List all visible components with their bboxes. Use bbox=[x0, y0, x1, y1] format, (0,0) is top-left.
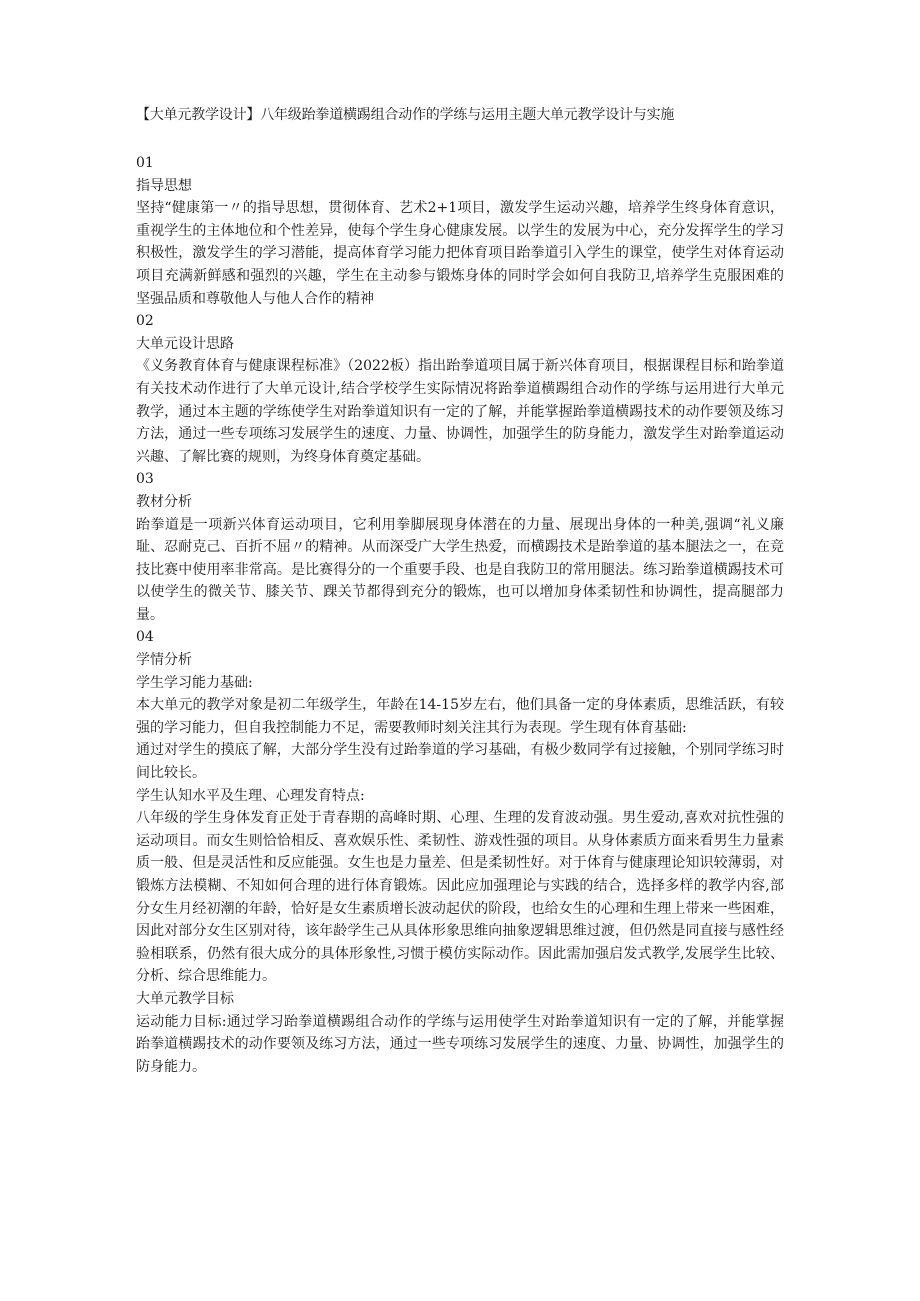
section-guiding-ideology bbox=[136, 152, 784, 310]
paragraph: 通过对学生的摸底了解，大部分学生没有过跆拳道的学习基础，有极少数同学有过接触，个别同学练习时间比较长。 bbox=[136, 742, 784, 782]
section-number: 03 bbox=[136, 471, 154, 488]
section-unit-goals bbox=[136, 988, 784, 1078]
document-page bbox=[136, 104, 784, 1078]
sub-heading: 学生学习能力基础: bbox=[136, 674, 253, 691]
paragraph: 跆拳道是一项新兴体育运动项目，它利用拳脚展现身体潜在的力量、展现出身体的一种美,强调“礼义廉耻、忍耐克己、百折不屈〃的精神。从而深受广大学生热爱，而横踢技术是跆拳道的基本腿法之一，在竞技比赛中使用率非常高。是比赛得分的一个重要手段、也是自我防卫的常用腿法。练习跆拳道横踢技术可以使学生的微关节、膝关节、踝关节都得到充分的锻炼，也可以增加身体柔韧性和协调性，提高腿部力量。 bbox=[136, 516, 784, 623]
paragraph: 运动能力目标:通过学习跆拳道横踢组合动作的学练与运用使学生对跆拳道知识有一定的了解，并能掌握跆拳道横踢技术的动作要领及练习方法，通过一些专项练习发展学生的速度、力量、协调性，加强学生的防身能力。 bbox=[136, 1013, 784, 1075]
paragraph: 坚持“健康第一〃的指导思想，贯彻体育、艺术2+1项目，激发学生运动兴趣，培养学生终身体育意识，重视学生的主体地位和个性差异，使每个学生身心健康发展。以学生的发展为中心，充分发挥学生的学习积极性，激发学生的学习潜能，提高体育学习能力把体育项目跆拳道引入学生的课堂，使学生对体育运动项目充满新鲜感和强烈的兴趣，学生在主动参与锻炼身体的同时学会如何自我防卫,培养学生克服困难的坚强品质和尊敬他人与他人合作的精神 bbox=[136, 200, 784, 307]
section-heading: 教材分析 bbox=[136, 493, 192, 510]
section-heading: 学情分析 bbox=[136, 652, 192, 669]
section-learner-analysis bbox=[136, 626, 784, 988]
paragraph: 《义务教育体育与健康课程标准》（2022板）指出跆拳道项目属于新兴体育项目，根据课程目标和跆拳道有关技术动作进行了大单元设计,结合学校学生实际情况将跆拳道横踢组合动作的学练与运用进行大单元教学，通过本主题的学练使学生对跆拳道知识有一定的了解，并能掌握跆拳道横踢技术的动作要领及练习方法，通过一些专项练习发展学生的速度、力量、协调性，加强学生的防身能力，激发学生对跆拳道运动兴趣、了解比赛的规则，为终身体育奠定基础。 bbox=[136, 358, 784, 465]
section-number: 04 bbox=[136, 629, 154, 646]
section-number: 02 bbox=[136, 313, 154, 330]
section-material-analysis bbox=[136, 468, 784, 626]
document-title: 【大单元教学设计】八年级跆拳道横踢组合动作的学练与运用主题大单元教学设计与实施 bbox=[136, 107, 675, 123]
section-heading: 大单元设计思路 bbox=[136, 335, 234, 352]
section-unit-design-approach bbox=[136, 310, 784, 468]
paragraph: 八年级的学生身体发育正处于青春期的高峰时期、心理、生理的发育波动强。男生爱动,喜欢对抗性强的运动项目。而女生则恰恰相反、喜欢娱乐性、柔韧性、游戏性强的项目。从身体素质方面来看男生力量素质一般、但是灵活性和反应能强。女生也是力量差、但是柔韧性好。对于体育与健康理论知识较薄弱，对锻炼方法模糊、不知如何合理的进行体育锻炼。因此应加强理论与实践的结合，选择多样的教学内容,部分女生月经初潮的年龄，恰好是女生素质增长波动起伏的阶段，也给女生的心理和生理上带来一些困难，因此对部分女生区别对待，该年龄学生己从具体形象思维向抽象逻辑思维过渡，但仍然是同直接与感性经验相联系，仍然有很大成分的具体形象性,习惯于模仿实际动作。因此需加强启发式教学,发展学生比较、分析、综合思维能力。 bbox=[136, 810, 784, 985]
section-number: 01 bbox=[136, 155, 154, 171]
sub-heading: 学生认知水平及生理、心理发育特点: bbox=[136, 787, 365, 804]
section-heading: 大单元教学目标 bbox=[136, 990, 234, 1007]
section-heading: 指导思想 bbox=[136, 177, 192, 194]
paragraph: 本大单元的教学对象是初二年级学生，年龄在14-15岁左右，他们具备一定的身体素质，思维活跃，有较强的学习能力，但自我控制能力不足，需要教师时刻关注其行为表现。学生现有体育基础: bbox=[136, 697, 784, 736]
